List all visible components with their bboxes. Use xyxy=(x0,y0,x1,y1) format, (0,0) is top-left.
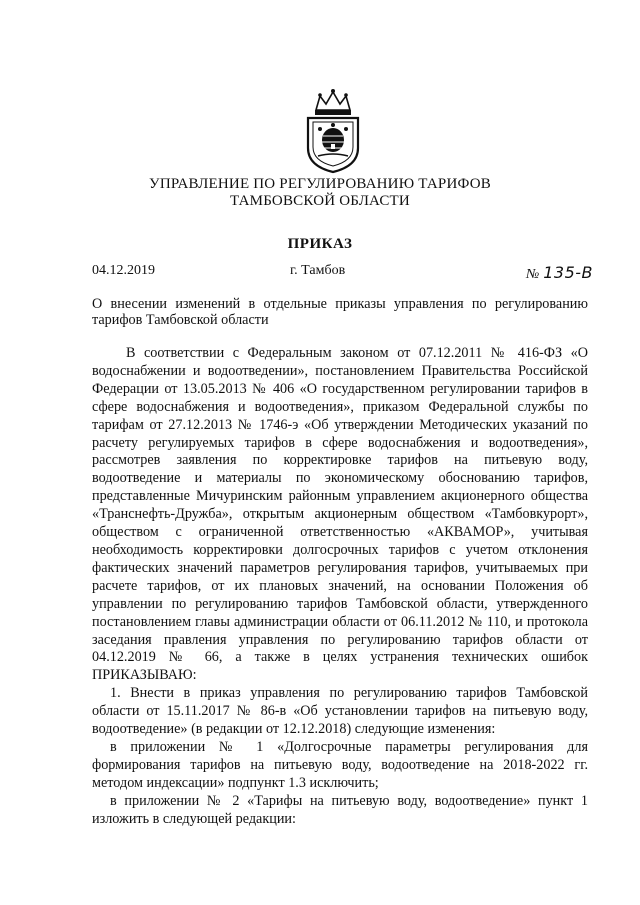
preamble-paragraph: В соответствии с Федеральным законом от 07.12.2011 № 416-ФЗ «О водоснабжении и водоотведении», постановлением Правительства Российской Федерации от 13.05.2013 № 406 «О государственном регулировании тарифов в сфере водоснабжения и водоотведения», приказом Федеральной службы по тарифам от 27.12.2013 № 1746-э «Об утверждении Методических указаний по расчету регулируемых тарифов в сфере водоснабжения и водоотведения», рассмотрев заявления по корректировке тарифов на питьевую воду, водоотведение и материалы по экономическому обоснованию тарифов, представленные Мичуринским районным управлением акционерного общества «Транснефть-Дружба», открытым акционерным обществом «Тамбовкурорт», обществом с ограниченной ответственностью «АКВАМОР», учитывая необходимость корректировки долгосрочных тарифов с учетом отклонения фактических значений параметров регулирования тарифов, учитываемых при расчете тарифов, от их плановых значений, на основании Положения об управлении по регулированию тарифов Тамбовской области, утвержденного постановлением главы администрации области от 06.11.2012 № 110, и протокола заседания правления управления по регулированию тарифов области от 04.12.2019 № 66, а также в целях устранения технических ошибок ПРИКАЗЫВАЮ: xyxy=(92,345,588,684)
document-type-title: ПРИКАЗ xyxy=(287,236,353,252)
document-number xyxy=(526,263,593,283)
document-subject: О внесении изменений в отдельные приказы управления по регулированию тарифов Тамбовской области xyxy=(92,296,588,328)
coat-of-arms-emblem xyxy=(298,86,368,176)
number-sign: № xyxy=(526,267,540,282)
agency-name-line1: УПРАВЛЕНИЕ ПО РЕГУЛИРОВАНИЮ ТАРИФОВ xyxy=(149,176,491,192)
item-1-paragraph: 1. Внести в приказ управления по регулированию тарифов Тамбовской области от 15.11.2017 № 86-в «Об установлении тарифов на питьевую воду, водоотведение» (в редакции от 12.12.2018) следующие изменения: xyxy=(92,685,588,738)
document-city: г. Тамбов xyxy=(290,263,346,278)
document-date: 04.12.2019 xyxy=(92,263,155,278)
item-1-subparagraph-1: в приложении № 1 «Долгосрочные параметры регулирования для формирования тарифов на питьевую воду, водоотведение на 2018-2022 гг. методом индексации» подпункт 1.3 исключить; xyxy=(92,738,588,791)
item-1-subparagraph-2: в приложении № 2 «Тарифы на питьевую воду, водоотведение» пункт 1 изложить в следующей редакции: xyxy=(92,792,588,827)
document-body xyxy=(92,345,588,828)
handwritten-number: 135-В xyxy=(543,263,593,282)
agency-name-line2: ТАМБОВСКОЙ ОБЛАСТИ xyxy=(230,193,410,209)
